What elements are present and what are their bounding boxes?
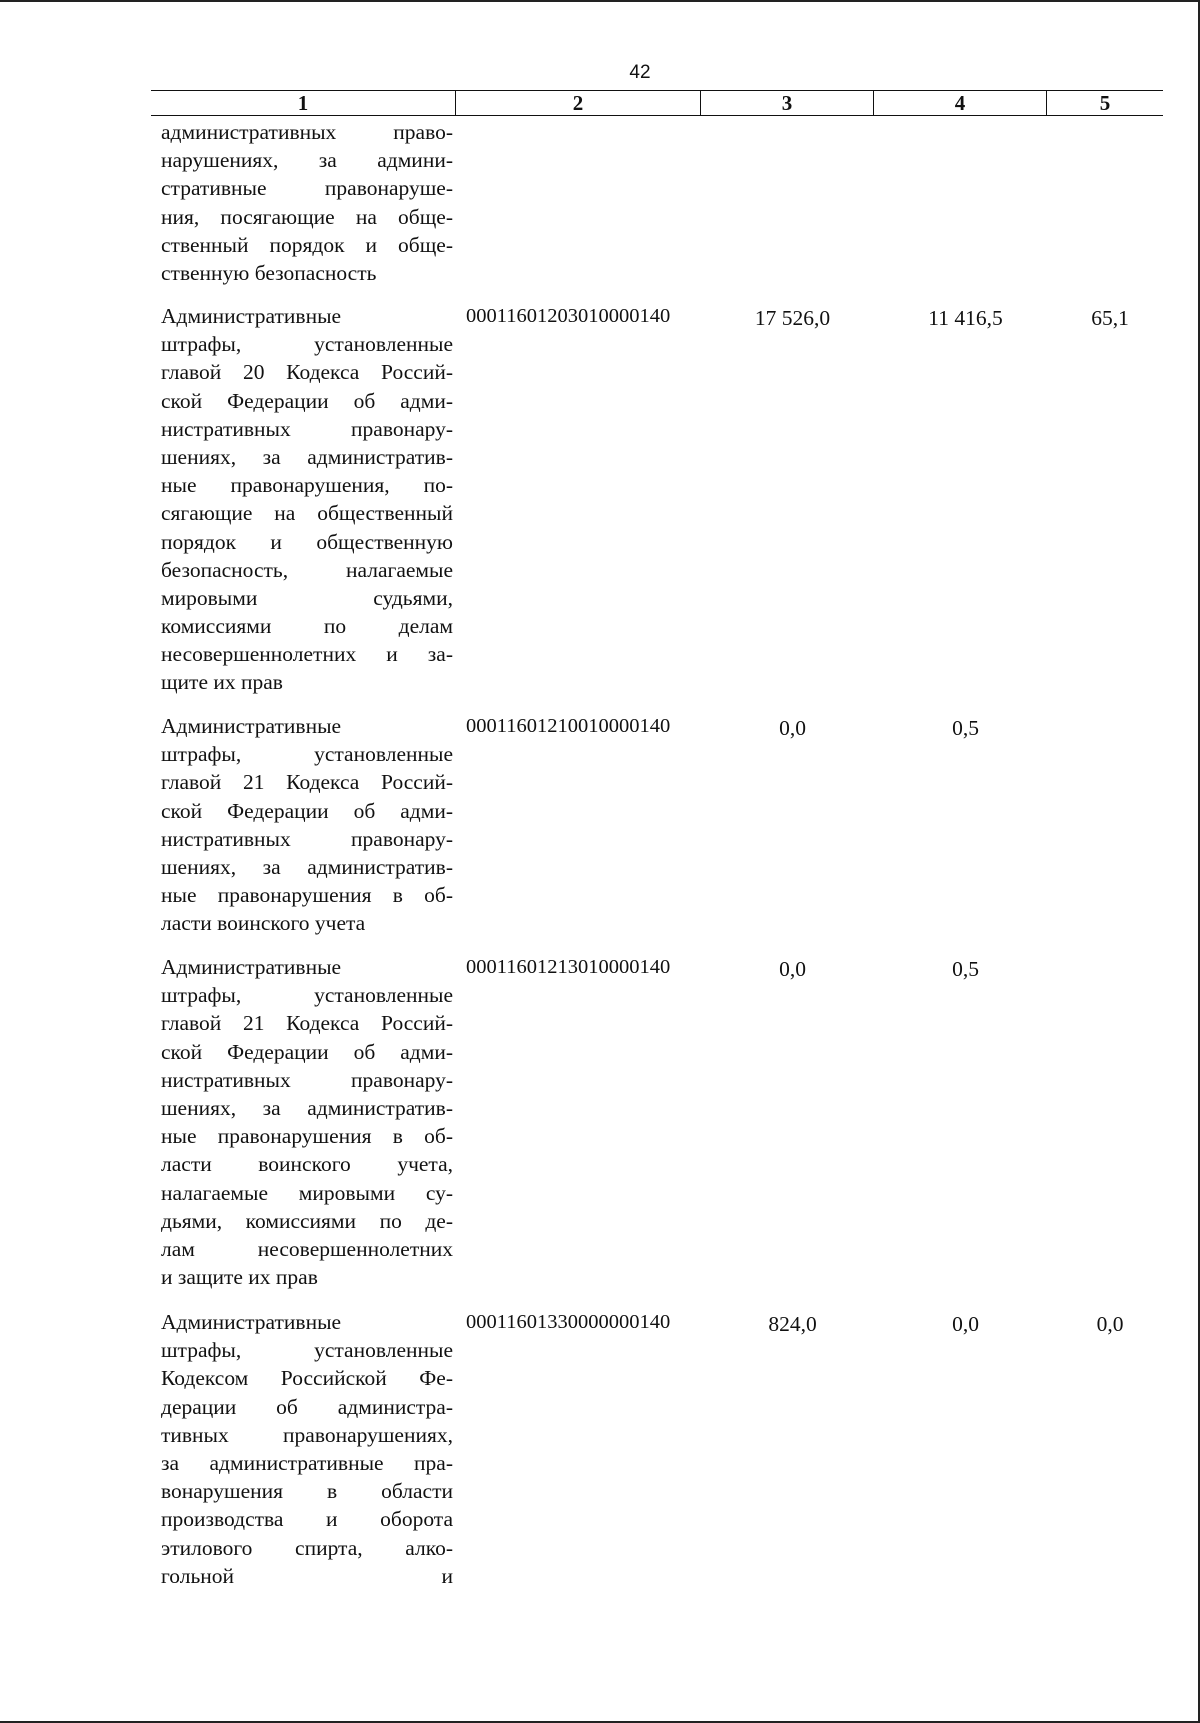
description-line: ные правонарушения в об-	[161, 883, 453, 908]
description-line: штрафы, установленные	[161, 332, 453, 357]
description-line: шениях, за административ-	[161, 444, 453, 469]
description-line: лам несовершеннолетних	[161, 1236, 453, 1261]
description-line: дерации об администра-	[161, 1394, 453, 1419]
header-col-1: 1	[151, 91, 456, 115]
description-line: ные правонарушения, по-	[161, 473, 453, 498]
description-line: порядок и общественную	[161, 529, 453, 554]
description-line: ской Федерации об адми-	[161, 798, 453, 823]
description-line: штрафы, установленные	[161, 983, 453, 1008]
description-line: ственную безопасность	[161, 260, 377, 285]
row-description	[161, 953, 453, 1291]
description-line: ской Федерации об адми-	[161, 1039, 453, 1064]
description-line: ния, посягающие на обще-	[161, 204, 453, 229]
description-line: этилового спирта, алко-	[161, 1535, 453, 1560]
table-header	[151, 90, 1163, 116]
description-line: штрафы, установленные	[161, 742, 453, 767]
description-line: стративные правонаруше-	[161, 176, 453, 201]
description-line: гольной и	[161, 1563, 453, 1588]
description-line: за административные пра-	[161, 1450, 453, 1475]
row-description	[161, 302, 453, 697]
description-line: главой 21 Кодекса Россий-	[161, 1011, 453, 1036]
description-line: главой 20 Кодекса Россий-	[161, 360, 453, 385]
budget-code: 00011601213010000140	[466, 956, 671, 978]
description-line: комиссиями по делам	[161, 614, 453, 639]
value-col-3: 824,0	[768, 1312, 817, 1336]
value-col-3: 0,0	[779, 716, 806, 740]
value-col-4: 0,0	[952, 1312, 979, 1336]
value-col-4: 0,5	[952, 957, 979, 981]
value-col-4: 11 416,5	[928, 306, 1003, 330]
budget-code: 00011601210010000140	[466, 715, 671, 737]
budget-code: 00011601203010000140	[466, 305, 671, 327]
description-line: ласти воинского учета,	[161, 1152, 453, 1177]
description-line: Кодексом Российской Фе-	[161, 1366, 453, 1391]
description-line: Административные	[161, 304, 342, 328]
description-line: штрафы, установленные	[161, 1338, 453, 1363]
description-line: сягающие на общественный	[161, 501, 453, 526]
description-line: ской Федерации об адми-	[161, 388, 453, 413]
description-line: щите их прав	[161, 670, 283, 695]
description-line: производства и оборота	[161, 1507, 453, 1532]
header-col-2: 2	[456, 91, 701, 115]
description-line: дьями, комиссиями по де-	[161, 1208, 453, 1233]
header-col-4: 4	[874, 91, 1047, 115]
value-col-3: 0,0	[779, 957, 806, 981]
page-number: 42	[629, 62, 651, 83]
value-col-3: 17 526,0	[754, 306, 831, 330]
description-line: налагаемые мировыми су-	[161, 1180, 453, 1205]
description-line: ласти воинского учета	[161, 911, 366, 936]
description-line: административных право-	[161, 120, 453, 144]
header-col-3: 3	[701, 91, 874, 115]
description-line: тивных правонарушениях,	[161, 1422, 453, 1447]
row-description	[161, 712, 453, 938]
description-line: Административные	[161, 1310, 342, 1334]
row-description	[161, 1308, 453, 1590]
value-col-5: 65,1	[1091, 306, 1129, 330]
description-line: мировыми судьями,	[161, 585, 453, 610]
description-line: безопасность, налагаемые	[161, 557, 453, 582]
value-col-5: 0,0	[1096, 1312, 1124, 1336]
description-line: и защите их прав	[161, 1265, 318, 1290]
description-line: Административные	[161, 955, 342, 979]
header-col-5: 5	[1099, 91, 1111, 115]
row-description	[161, 118, 453, 287]
description-line: нарушениях, за админи-	[161, 148, 453, 173]
description-line: шениях, за административ-	[161, 854, 453, 879]
description-line: вонарушения в области	[161, 1479, 453, 1504]
value-col-4: 0,5	[952, 716, 979, 740]
description-line: нистративных правонару-	[161, 826, 453, 851]
description-line: несовершеннолетних и за-	[161, 642, 453, 667]
description-line: главой 21 Кодекса Россий-	[161, 770, 453, 795]
description-line: ные правонарушения в об-	[161, 1124, 453, 1149]
description-line: ственный порядок и обще-	[161, 232, 453, 257]
description-line: нистративных правонару-	[161, 416, 453, 441]
description-line: шениях, за административ-	[161, 1095, 453, 1120]
budget-code: 00011601330000000140	[466, 1311, 671, 1333]
description-line: нистративных правонару-	[161, 1067, 453, 1092]
description-line: Административные	[161, 714, 342, 738]
